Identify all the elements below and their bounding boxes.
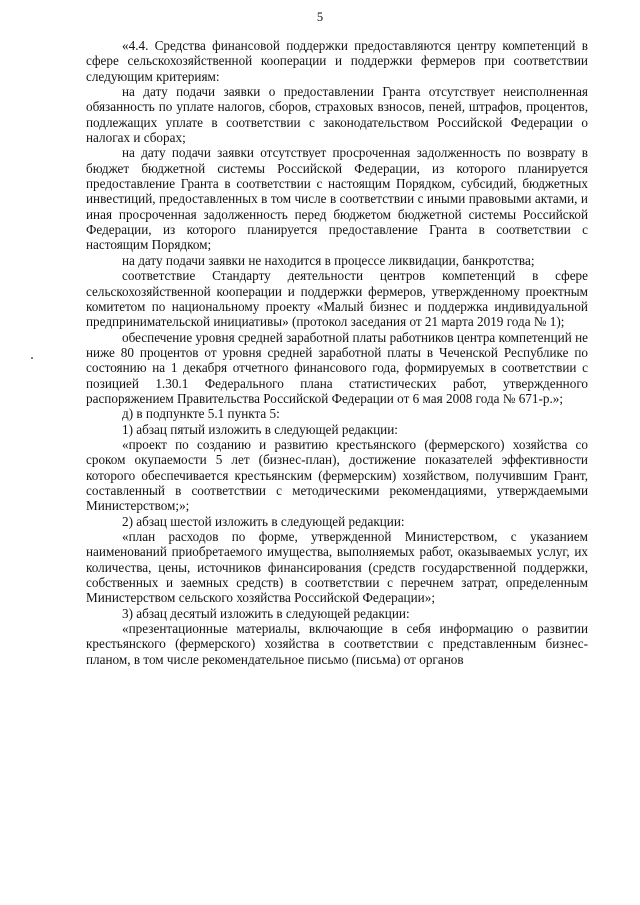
paragraph-business-plan: «проект по созданию и развитию крестьянского (фермерского) хозяйства со сроком окупаемости 5 лет (бизнес-план), достижение показателей эффективности которого обеспечивается крестьянским (фермерским) хозяйством, получившим Грант, составленный в соответствии с методическими рекомендациями, утверждаемыми Министерством;»; bbox=[86, 436, 588, 514]
paragraph-presentation-materials: «презентационные материалы, включающие в себя информацию о развитии крестьянского (фермерского) хозяйства в соответствии с представленным бизнес-планом, в том числе рекомендательное письмо (письма) от органов bbox=[86, 621, 588, 667]
document-body bbox=[86, 38, 588, 667]
paragraph-amendment-3: 3) абзац десятый изложить в следующей редакции: bbox=[122, 605, 410, 621]
paragraph-overdue-debt: на дату подачи заявки отсутствует просроченная задолженность по возврату в бюджет бюджетной системы Российской Федерации, из которого планируется предоставление Гранта в соответствии с настоящим Порядком, субсидий, бюджетных инвестиций, предоставленных в том числе в соответствии с иными правовыми актами, и иная просроченная задолженность перед бюджетом бюджетной системы Российской Федерации, из которого планируется предоставление Гранта в соответствии с настоящим Порядком; bbox=[86, 145, 588, 253]
paragraph-amendment-1: 1) абзац пятый изложить в следующей редакции: bbox=[122, 421, 398, 437]
paragraph-expense-plan: «план расходов по форме, утвержденной Министерством, с указанием наименований приобретаемого имущества, выполняемых работ, оказываемых услуг, их количества, цены, источников финансирования (средств государственной поддержки, собственных и заемных средств) в соответствии с перечнем затрат, определенным Министерством сельского хозяйства Российской Федерации»; bbox=[86, 529, 588, 606]
paragraph-liquidation: на дату подачи заявки не находится в процессе ликвидации, банкротства; bbox=[122, 252, 535, 268]
paragraph-standard-compliance: соответствие Стандарту деятельности центров компетенций в сфере сельскохозяйственной кооперации и поддержки фермеров, утвержденному проектным комитетом по национальному проекту «Малый бизнес и поддержка индивидуальной предпринимательской инициативы» (протокол заседания от 21 марта 2019 года № 1); bbox=[86, 268, 588, 330]
paragraph-subpoint-d: д) в подпункте 5.1 пункта 5: bbox=[122, 406, 280, 422]
paragraph-tax-obligation: на дату подачи заявки о предоставлении Гранта отсутствует неисполненная обязанность по уплате налогов, сборов, страховых взносов, пеней, штрафов, процентов, подлежащих уплате в соответствии с законодательством Российской Федерации о налогах и сборах; bbox=[86, 84, 588, 146]
scan-speck bbox=[31, 357, 33, 359]
page-number: 5 bbox=[316, 10, 324, 24]
paragraph-criteria-intro: «4.4. Средства финансовой поддержки предоставляются центру компетенций в сфере сельскохозяйственной кооперации и поддержки фермеров при соответствии следующим критериям: bbox=[86, 38, 588, 84]
paragraph-average-salary: обеспечение уровня средней заработной платы работников центра компетенций не ниже 80 процентов от уровня средней заработной платы в Чеченской Республике по состоянию на 1 декабря отчетного финансового года, формируемых в соответствии с позицией 1.30.1 Федерального плана статистических работ, утвержденного распоряжением Правительства Российской Федерации от 6 мая 2008 года № 671-р.»; bbox=[86, 329, 588, 406]
paragraph-amendment-2: 2) абзац шестой изложить в следующей редакции: bbox=[122, 513, 405, 529]
